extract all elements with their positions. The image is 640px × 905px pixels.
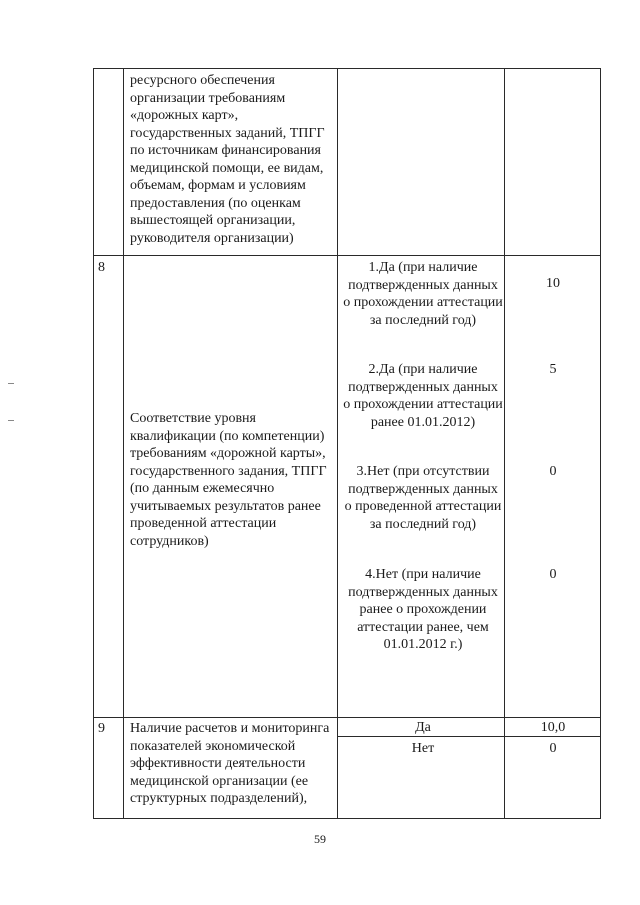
option-points: 0	[549, 464, 557, 479]
table-col-divider	[504, 68, 505, 818]
criterion-text: Соответствие уровня квалификации (по компетенции) требованиям «дорожной карты», государственного задания, ТПГГ (по данным ежемесячно учитываемых результатов ранее проведенной аттестации сотрудников)	[130, 411, 327, 549]
criterion-text: ресурсного обеспечения организации требованиям «дорожных карт», государственных заданий, ТПГГ по источникам финансирования медицинской помощи, ее видам, объемам, формам и условиям предоставления (по оценкам вышестоящей организации, руководителя организации)	[130, 73, 325, 246]
criterion-text: Наличие расчетов и мониторинга показателей экономической эффективности деятельности медицинской организации (ее структурных подразделений),	[130, 721, 330, 806]
option-points: 5	[549, 362, 557, 377]
option-text: 1.Да (при наличие подтвержденных данных о прохождении аттестации за последний год)	[343, 260, 503, 328]
option-text: 2.Да (при наличие подтвержденных данных о прохождении аттестации ранее 01.01.2012)	[343, 362, 503, 430]
table-col-divider	[123, 68, 124, 818]
row-divider	[93, 255, 601, 256]
table-border-right	[600, 68, 601, 818]
row-divider	[93, 717, 601, 718]
margin-mark	[8, 420, 14, 421]
table-border-top	[93, 68, 601, 69]
option-text: 4.Нет (при наличие подтвержденных данных ранее о прохождении аттестации ранее, чем 01.01.2012 г.)	[348, 567, 498, 652]
option-text: Нет	[411, 741, 435, 756]
row-number: 8	[98, 260, 105, 275]
option-points: 0	[549, 741, 557, 756]
table-col-divider	[337, 68, 338, 818]
row-number: 9	[98, 721, 105, 736]
table-border-bottom	[93, 818, 601, 819]
page-number: 59	[314, 832, 326, 846]
table-border-left	[93, 68, 94, 818]
option-points: 10,0	[540, 720, 566, 735]
option-points: 10	[546, 276, 560, 291]
option-points: 0	[549, 567, 557, 582]
option-text: 3.Нет (при отсутствии подтвержденных данных о проведенной аттестации за последний год)	[344, 464, 502, 532]
option-text: Да	[415, 720, 431, 735]
margin-mark	[8, 383, 14, 384]
